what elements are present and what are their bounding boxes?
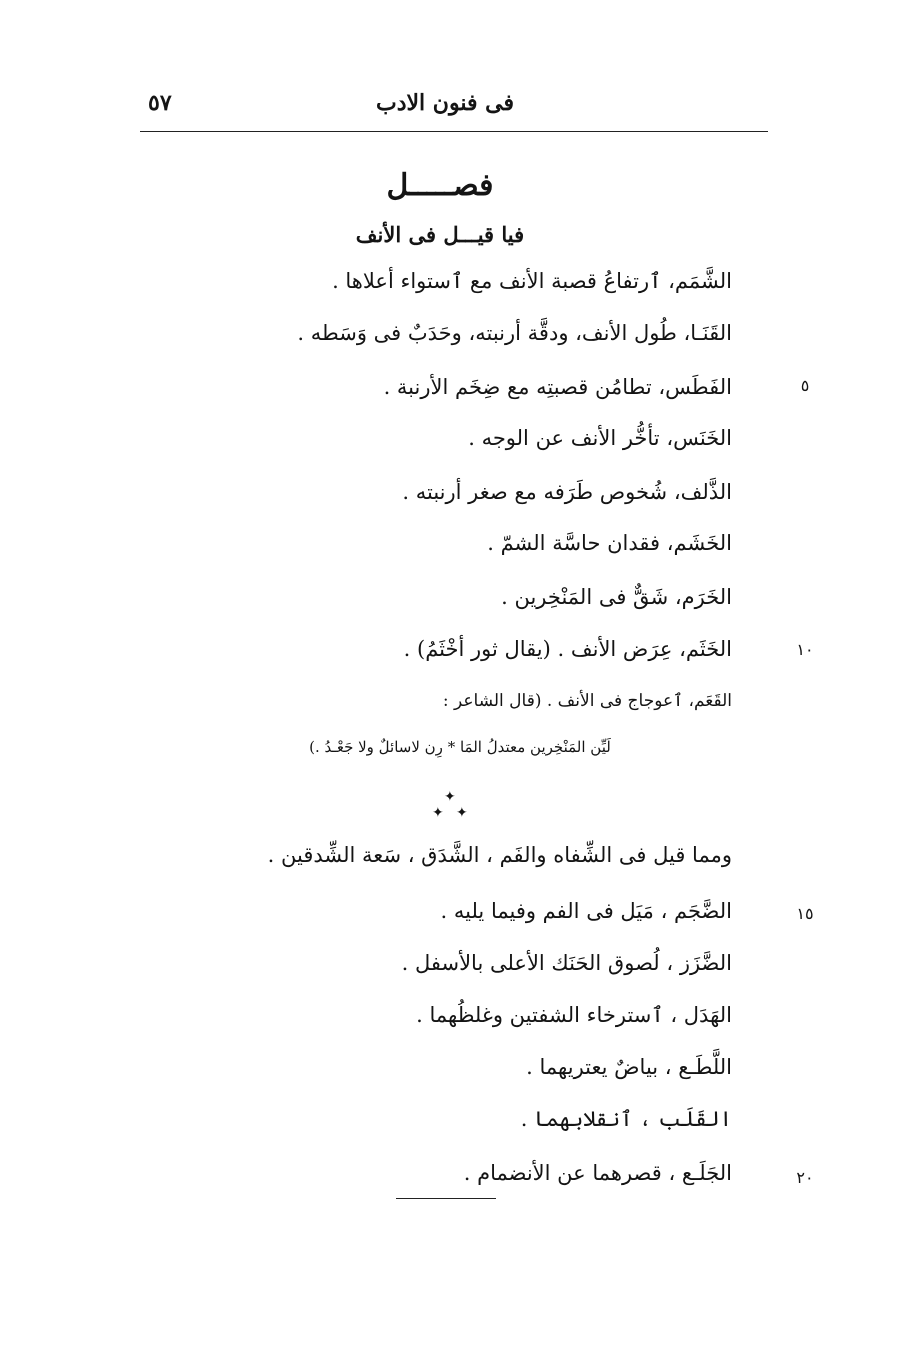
line-number: ٥ — [800, 376, 810, 395]
text-line: الفَطَس، تطامُن قصبتِه مع ضِخَم الأرنبة . — [383, 375, 732, 399]
verse-line: لَيِّن المَنْخِرين معتدلُ المَا * رِن لاسائلٌ ولا جَعْـدُ .) — [309, 738, 611, 756]
text-line: القَنَـا، طُول الأنف، ودقَّة أرنبته، وحَدَبٌ فى وَسَطه . — [297, 321, 732, 345]
text-line: الخَشَم، فقدان حاسَّة الشمّ . — [487, 531, 732, 555]
footer-rule — [396, 1198, 496, 1199]
text-line: القَلَب ، ٱنقلابهما . — [520, 1107, 732, 1131]
text-line: الضَّجَم ، مَيَل فى الفم وفيما يليه . — [440, 899, 732, 923]
page-number: ٥٧ — [148, 90, 172, 116]
text-line: الضَّزَز ، لُصوق الحَنَك الأعلى بالأسفل . — [401, 951, 732, 975]
section-subheading: فيا قيـــل فى الأنف — [355, 222, 525, 247]
text-line: اللَّطَـع ، بياضٌ يعتريهما . — [526, 1055, 732, 1079]
ornament-divider: ✦ ✦ ✦ — [432, 789, 468, 821]
line-number: ٢٠ — [796, 1168, 814, 1187]
text-line: الخَرَم، شَقٌّ فى المَنْخِرين . — [501, 585, 732, 609]
text-line: الخَنَس، تأخُّر الأنف عن الوجه . — [468, 426, 732, 450]
text-line: الجَلَـع ، قصرهما عن الأنضمام . — [463, 1161, 732, 1185]
section-heading: فصـــــل — [386, 168, 494, 203]
page-header — [140, 84, 770, 134]
text-line: الهَدَل ، ٱسترخاء الشفتين وغلظُهما . — [416, 1003, 732, 1027]
line-number: ١٥ — [796, 904, 814, 923]
running-title: فى فنون الادب — [375, 90, 514, 116]
text-line: الخَثَم، عِرَض الأنف . (يقال ثور أخْثَمُ) . — [403, 637, 732, 661]
text-line: ومما قيل فى الشِّفاه والفَم ، الشَّدَق ، سَعة الشِّدقين . — [267, 843, 732, 867]
line-number: ١٠ — [796, 640, 814, 659]
header-rule — [140, 131, 768, 132]
text-line: الشَّمَم، ٱرتفاعُ قصبة الأنف مع ٱستواء أعلاها . — [332, 269, 732, 293]
text-line: القَعَم، ٱعوجاج فى الأنف . (قال الشاعر : — [442, 691, 732, 711]
text-line: الذَّلف، شُخوص طَرَفه مع صغر أرنبته . — [402, 480, 732, 504]
